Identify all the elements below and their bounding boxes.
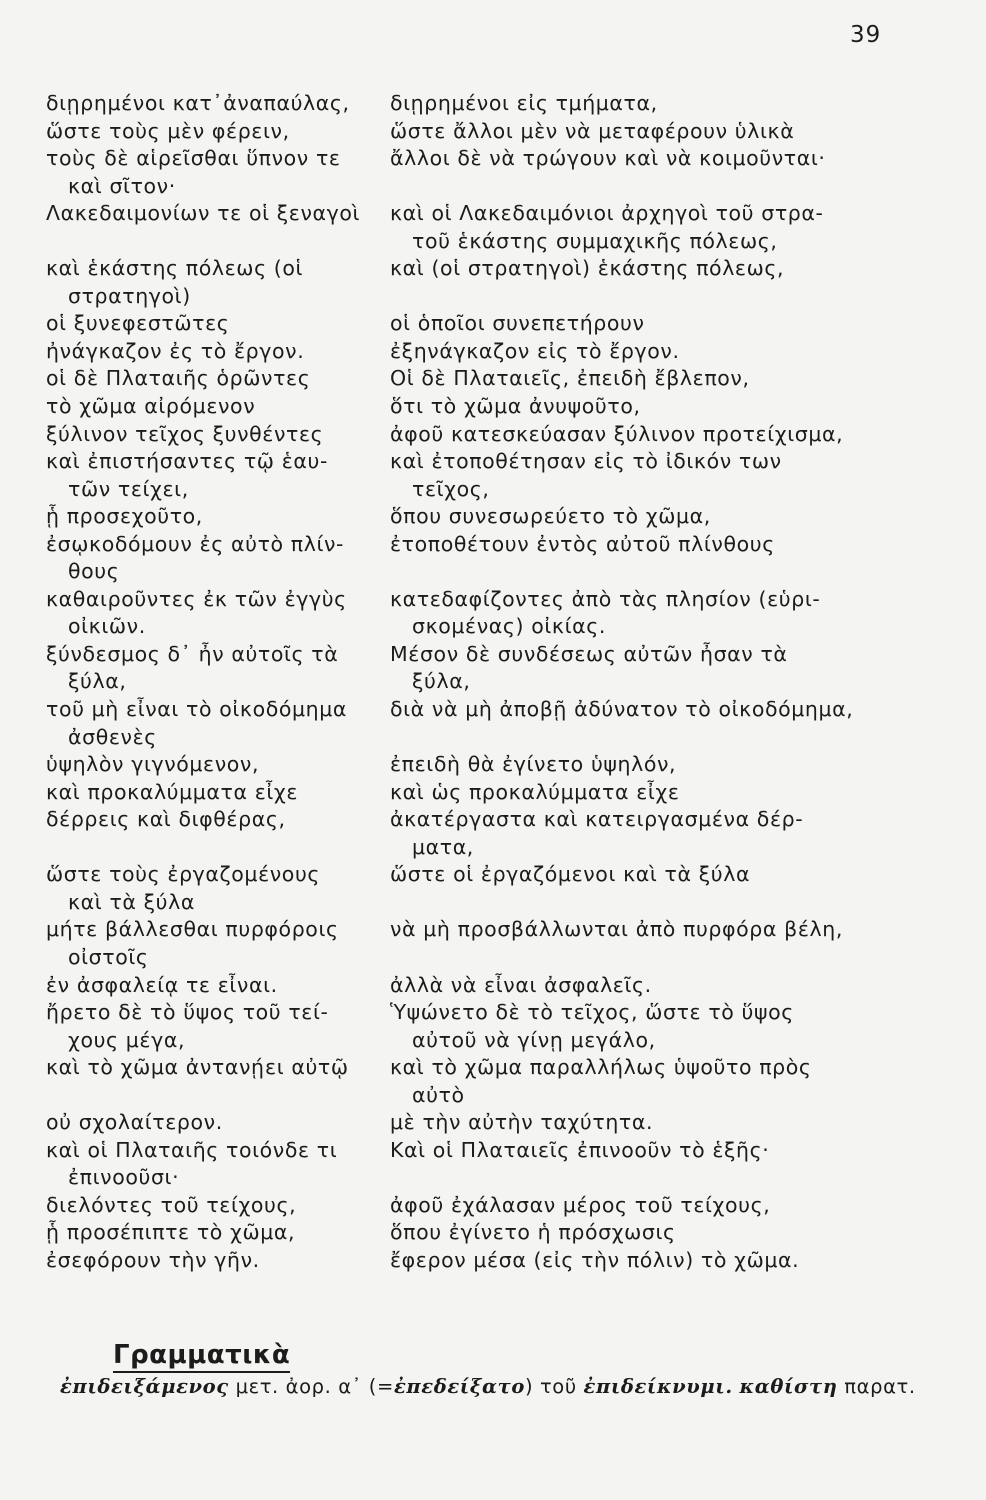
translation-line [390, 1164, 910, 1192]
translation-line: ἀλλὰ νὰ εἶναι ἀσφαλεῖς. [390, 972, 652, 997]
translation-line: διὰ νὰ μὴ ἀποβῇ ἀδύνατον τὸ οἰκοδόμημα, [390, 697, 854, 722]
translation-line: ἐπειδὴ θὰ ἐγίνετο ὑψηλόν, [390, 752, 677, 777]
original-line: ὑψηλὸν γιγνόμενον, [46, 752, 260, 777]
section-heading: Γραμματικὰ [113, 1340, 290, 1373]
original-line: ᾗ προσέπιπτε τὸ χῶμα, [46, 1220, 296, 1245]
translation-column [390, 90, 910, 1275]
original-line: οὐ σχολαίτερον. [46, 1110, 223, 1135]
translation-line: ἐτοποθέτουν ἐντὸς αὐτοῦ πλίνθους [390, 531, 775, 556]
grammar-text: παρατ. [837, 1375, 916, 1398]
grammar-term: ἐπιδείκνυμι. [583, 1375, 733, 1398]
translation-line: κατεδαφίζοντες ἀπὸ τὰς πλησίον (εὑρι- [390, 586, 821, 611]
grammar-term: καθίστη [739, 1375, 838, 1398]
original-line: ἐν ἀσφαλείᾳ τε εἶναι. [46, 972, 278, 997]
translation-line: τοῦ ἑκάστης συμμαχικῆς πόλεως, [412, 228, 778, 253]
translation-line: καὶ τὸ χῶμα παραλλήλως ὑψοῦτο πρὸς [390, 1055, 812, 1080]
translation-line: σκομένας) οἰκίας. [412, 614, 607, 639]
original-line: διελόντες τοῦ τείχους, [46, 1192, 297, 1217]
original-line: οἰστοῖς [68, 944, 149, 969]
original-line: ἐσεφόρουν τὴν γῆν. [46, 1247, 260, 1272]
original-line: καὶ σῖτον· [68, 173, 176, 198]
translation-line: Ὑψώνετο δὲ τὸ τεῖχος, ὥστε τὸ ὕψος [390, 1000, 794, 1025]
original-line: Λακεδαιμονίων τε οἱ ξεναγοὶ [46, 201, 361, 226]
original-line [46, 228, 391, 256]
original-line: διῃρημένοι κατ᾽ἀναπαύλας, [46, 91, 350, 115]
translation-line: μὲ τὴν αὐτὴν ταχύτητα. [390, 1110, 654, 1135]
greek-original-column [46, 90, 391, 1275]
translation-line: Οἱ δὲ Πλαταιεῖς, ἐπειδὴ ἔβλεπον, [390, 366, 750, 391]
original-line: ἀσθενὲς [68, 724, 157, 749]
translation-line: ὅτι τὸ χῶμα ἀνυψοῦτο, [390, 394, 641, 419]
page-number: 39 [850, 22, 882, 48]
translation-line: Καὶ οἱ Πλαταιεῖς ἐπινοοῦν τὸ ἑξῆς· [390, 1137, 770, 1162]
original-line: χους μέγα, [68, 1027, 186, 1052]
original-line: οἱ δὲ Πλαταιῆς ὁρῶντες [46, 366, 311, 391]
original-line: ᾗ προσεχοῦτο, [46, 504, 203, 529]
original-line: ἐσῳκοδόμουν ἐς αὐτὸ πλίν- [46, 531, 345, 556]
original-line: καὶ ἐπιστήσαντες τῷ ἑαυ- [46, 449, 328, 474]
translation-line [390, 724, 910, 752]
original-line: καὶ προκαλύμματα εἶχε [46, 779, 299, 804]
translation-line: ἀφοῦ ἐχάλασαν μέρος τοῦ τείχους, [390, 1192, 771, 1217]
grammar-text: μετ. ἀορ. α᾽ (= [228, 1375, 394, 1398]
translation-line: ἀφοῦ κατεσκεύασαν ξύλινον προτείχισμα, [390, 421, 844, 446]
original-line: θους [68, 559, 120, 584]
translation-line: ἐξηνάγκαζον εἰς τὸ ἔργον. [390, 338, 680, 363]
grammar-note [60, 1375, 940, 1398]
original-line: στρατηγοὶ) [68, 283, 191, 308]
translation-line: νὰ μὴ προσβάλλωνται ἀπὸ πυρφόρα βέλη, [390, 917, 843, 942]
translation-line: καὶ ἐτοποθέτησαν εἰς τὸ ἰδικόν των [390, 449, 782, 474]
original-line: οἰκιῶν. [68, 614, 146, 639]
translation-line: οἱ ὁποῖοι συνεπετήρουν [390, 311, 645, 336]
translation-line [390, 283, 910, 311]
translation-line: Μέσον δὲ συνδέσεως αὐτῶν ἦσαν τὰ [390, 641, 788, 666]
translation-line: διῃρημένοι εἰς τμήματα, [390, 91, 658, 115]
grammar-text: ) τοῦ [524, 1375, 584, 1398]
original-line [46, 1082, 391, 1110]
original-line: καὶ τὰ ξύλα [68, 889, 195, 914]
original-line: τοὺς δὲ αἱρεῖσθαι ὕπνον τε [46, 146, 341, 171]
original-line: καὶ τὸ χῶμα ἀντανῄει αὐτῷ [46, 1055, 349, 1080]
original-line [46, 834, 391, 862]
translation-line: καὶ ὡς προκαλύμματα εἶχε [390, 779, 680, 804]
original-line: οἱ ξυνεφεστῶτες [46, 311, 230, 336]
original-line: ξύλινον τεῖχος ξυνθέντες [46, 421, 324, 446]
translation-line: ὅπου ἐγίνετο ἡ πρόσχωσις [390, 1220, 676, 1245]
translation-line: καὶ (οἱ στρατηγοὶ) ἑκάστης πόλεως, [390, 256, 785, 281]
original-line: δέρρεις καὶ διφθέρας, [46, 807, 286, 832]
original-line: ὥστε τοὺς ἐργαζομένους [46, 862, 321, 887]
original-line: καθαιροῦντες ἐκ τῶν ἐγγὺς [46, 586, 347, 611]
original-line: τῶν τείχει, [68, 476, 189, 501]
translation-line: ἔφερον μέσα (εἰς τὴν πόλιν) τὸ χῶμα. [390, 1247, 800, 1272]
original-line: ἐπινοοῦσι· [68, 1165, 180, 1190]
original-line: ξύνδεσμος δ᾽ ἦν αὐτοῖς τὰ [46, 641, 339, 666]
grammar-term: ἐπεδείξατο [393, 1375, 525, 1398]
original-line: καὶ οἱ Πλαταιῆς τοιόνδε τι [46, 1137, 338, 1162]
original-line: ξύλα, [68, 669, 127, 694]
original-line: τὸ χῶμα αἰρόμενον [46, 394, 256, 419]
original-line: ἠνάγκαζον ἐς τὸ ἔργον. [46, 338, 305, 363]
translation-line: αὐτὸ [412, 1082, 465, 1107]
translation-line: ματα, [412, 834, 474, 859]
original-line: μήτε βάλλεσθαι πυρφόροις [46, 917, 339, 942]
translation-line: καὶ οἱ Λακεδαιμόνιοι ἀρχηγοὶ τοῦ στρα- [390, 201, 824, 226]
translation-line: ὅπου συνεσωρεύετο τὸ χῶμα, [390, 504, 711, 529]
translation-line [390, 173, 910, 201]
grammar-text [733, 1375, 740, 1398]
translation-line [390, 889, 910, 917]
translation-line: ἀκατέργαστα καὶ κατειργασμένα δέρ- [390, 807, 804, 832]
translation-line: τεῖχος, [412, 476, 490, 501]
original-line: καὶ ἑκάστης πόλεως (οἱ [46, 256, 304, 281]
translation-line: ὥστε οἱ ἐργαζόμενοι καὶ τὰ ξύλα [390, 862, 751, 887]
translation-line: ξύλα, [412, 669, 471, 694]
translation-line [390, 558, 910, 586]
translation-line: ἄλλοι δὲ νὰ τρώγουν καὶ νὰ κοιμοῦνται· [390, 146, 826, 171]
translation-line [390, 944, 910, 972]
translation-line: ὥστε ἄλλοι μὲν νὰ μεταφέρουν ὑλικὰ [390, 118, 795, 143]
original-line: τοῦ μὴ εἶναι τὸ οἰκοδόμημα [46, 697, 348, 722]
original-line: ἤρετο δὲ τὸ ὕψος τοῦ τεί- [46, 1000, 329, 1025]
original-line: ὥστε τοὺς μὲν φέρειν, [46, 118, 290, 143]
translation-line: αὐτοῦ νὰ γίνῃ μεγάλο, [412, 1027, 656, 1052]
grammar-term: ἐπιδειξάμενος [60, 1375, 229, 1398]
